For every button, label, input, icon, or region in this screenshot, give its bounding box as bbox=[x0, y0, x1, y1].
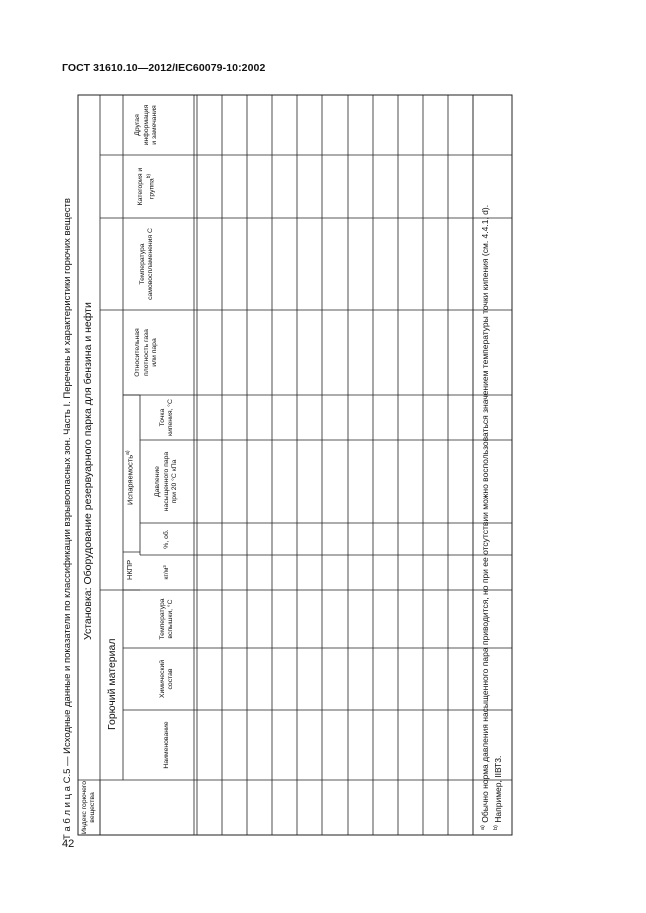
col-nkpr-kg-header: кг/м³ bbox=[162, 565, 170, 580]
volatility-sup: а) bbox=[125, 450, 131, 455]
page-number: 42 bbox=[62, 838, 75, 850]
nkpr-group-header: НКПР bbox=[125, 559, 134, 580]
col-name-header: Наименование bbox=[162, 721, 170, 769]
installation-label: Установка: Оборудование резервуарного парка для бензина и нефти bbox=[82, 302, 94, 640]
table-caption-text: — Исходные данные и показатели по классификации взрывоопасных зон. Часть I. Перечень и характеристики горючих веществ bbox=[62, 198, 73, 769]
col-category-header bbox=[100, 155, 194, 218]
col-nkpr-pct-header: %, об. bbox=[162, 529, 170, 549]
col-boiling-point-header: Точка кипения, °С bbox=[158, 399, 174, 436]
col-flash-point-header: Температура вспышки, °С bbox=[158, 598, 174, 640]
col-category-label: Категория и группа bbox=[136, 167, 156, 206]
volatility-group-header bbox=[125, 450, 135, 505]
col-composition-header: Химический состав bbox=[158, 659, 174, 699]
col-autoignition-header: Температура самовоспламенения С bbox=[138, 228, 154, 300]
footnote-b-text: Например, IIВТ3. bbox=[493, 755, 503, 823]
table-caption-label: Т а б л и ц а С.5 bbox=[62, 768, 73, 840]
footnote-b-mark: b) bbox=[493, 825, 500, 830]
volatility-label: Испаряемость bbox=[125, 454, 135, 505]
footnote-a-mark: а) bbox=[480, 825, 487, 830]
col-vapour-pressure-header: Давление насыщенного пара при 20 °С кПа bbox=[154, 451, 179, 512]
material-group-header: Горючий материал bbox=[106, 638, 118, 730]
col-other-header: Другая информация и замечания bbox=[134, 104, 159, 146]
col-index-header: Индекс горючего вещества bbox=[80, 781, 96, 834]
footnote-b bbox=[493, 756, 503, 830]
col-category-sup: b) bbox=[146, 173, 153, 179]
footnote-a-text: Обычно норма давления насыщенного пара приводится, но при ее отсутствии можно воспользоваться значением температуры точки кипения (см. 4.4.1, d). bbox=[480, 204, 490, 823]
document-header: ГОСТ 31610.10—2012/IEC60079-10:2002 bbox=[62, 62, 266, 74]
footnote-a bbox=[480, 205, 490, 830]
col-density-header: Относительная плотность газа или пара bbox=[134, 328, 159, 377]
